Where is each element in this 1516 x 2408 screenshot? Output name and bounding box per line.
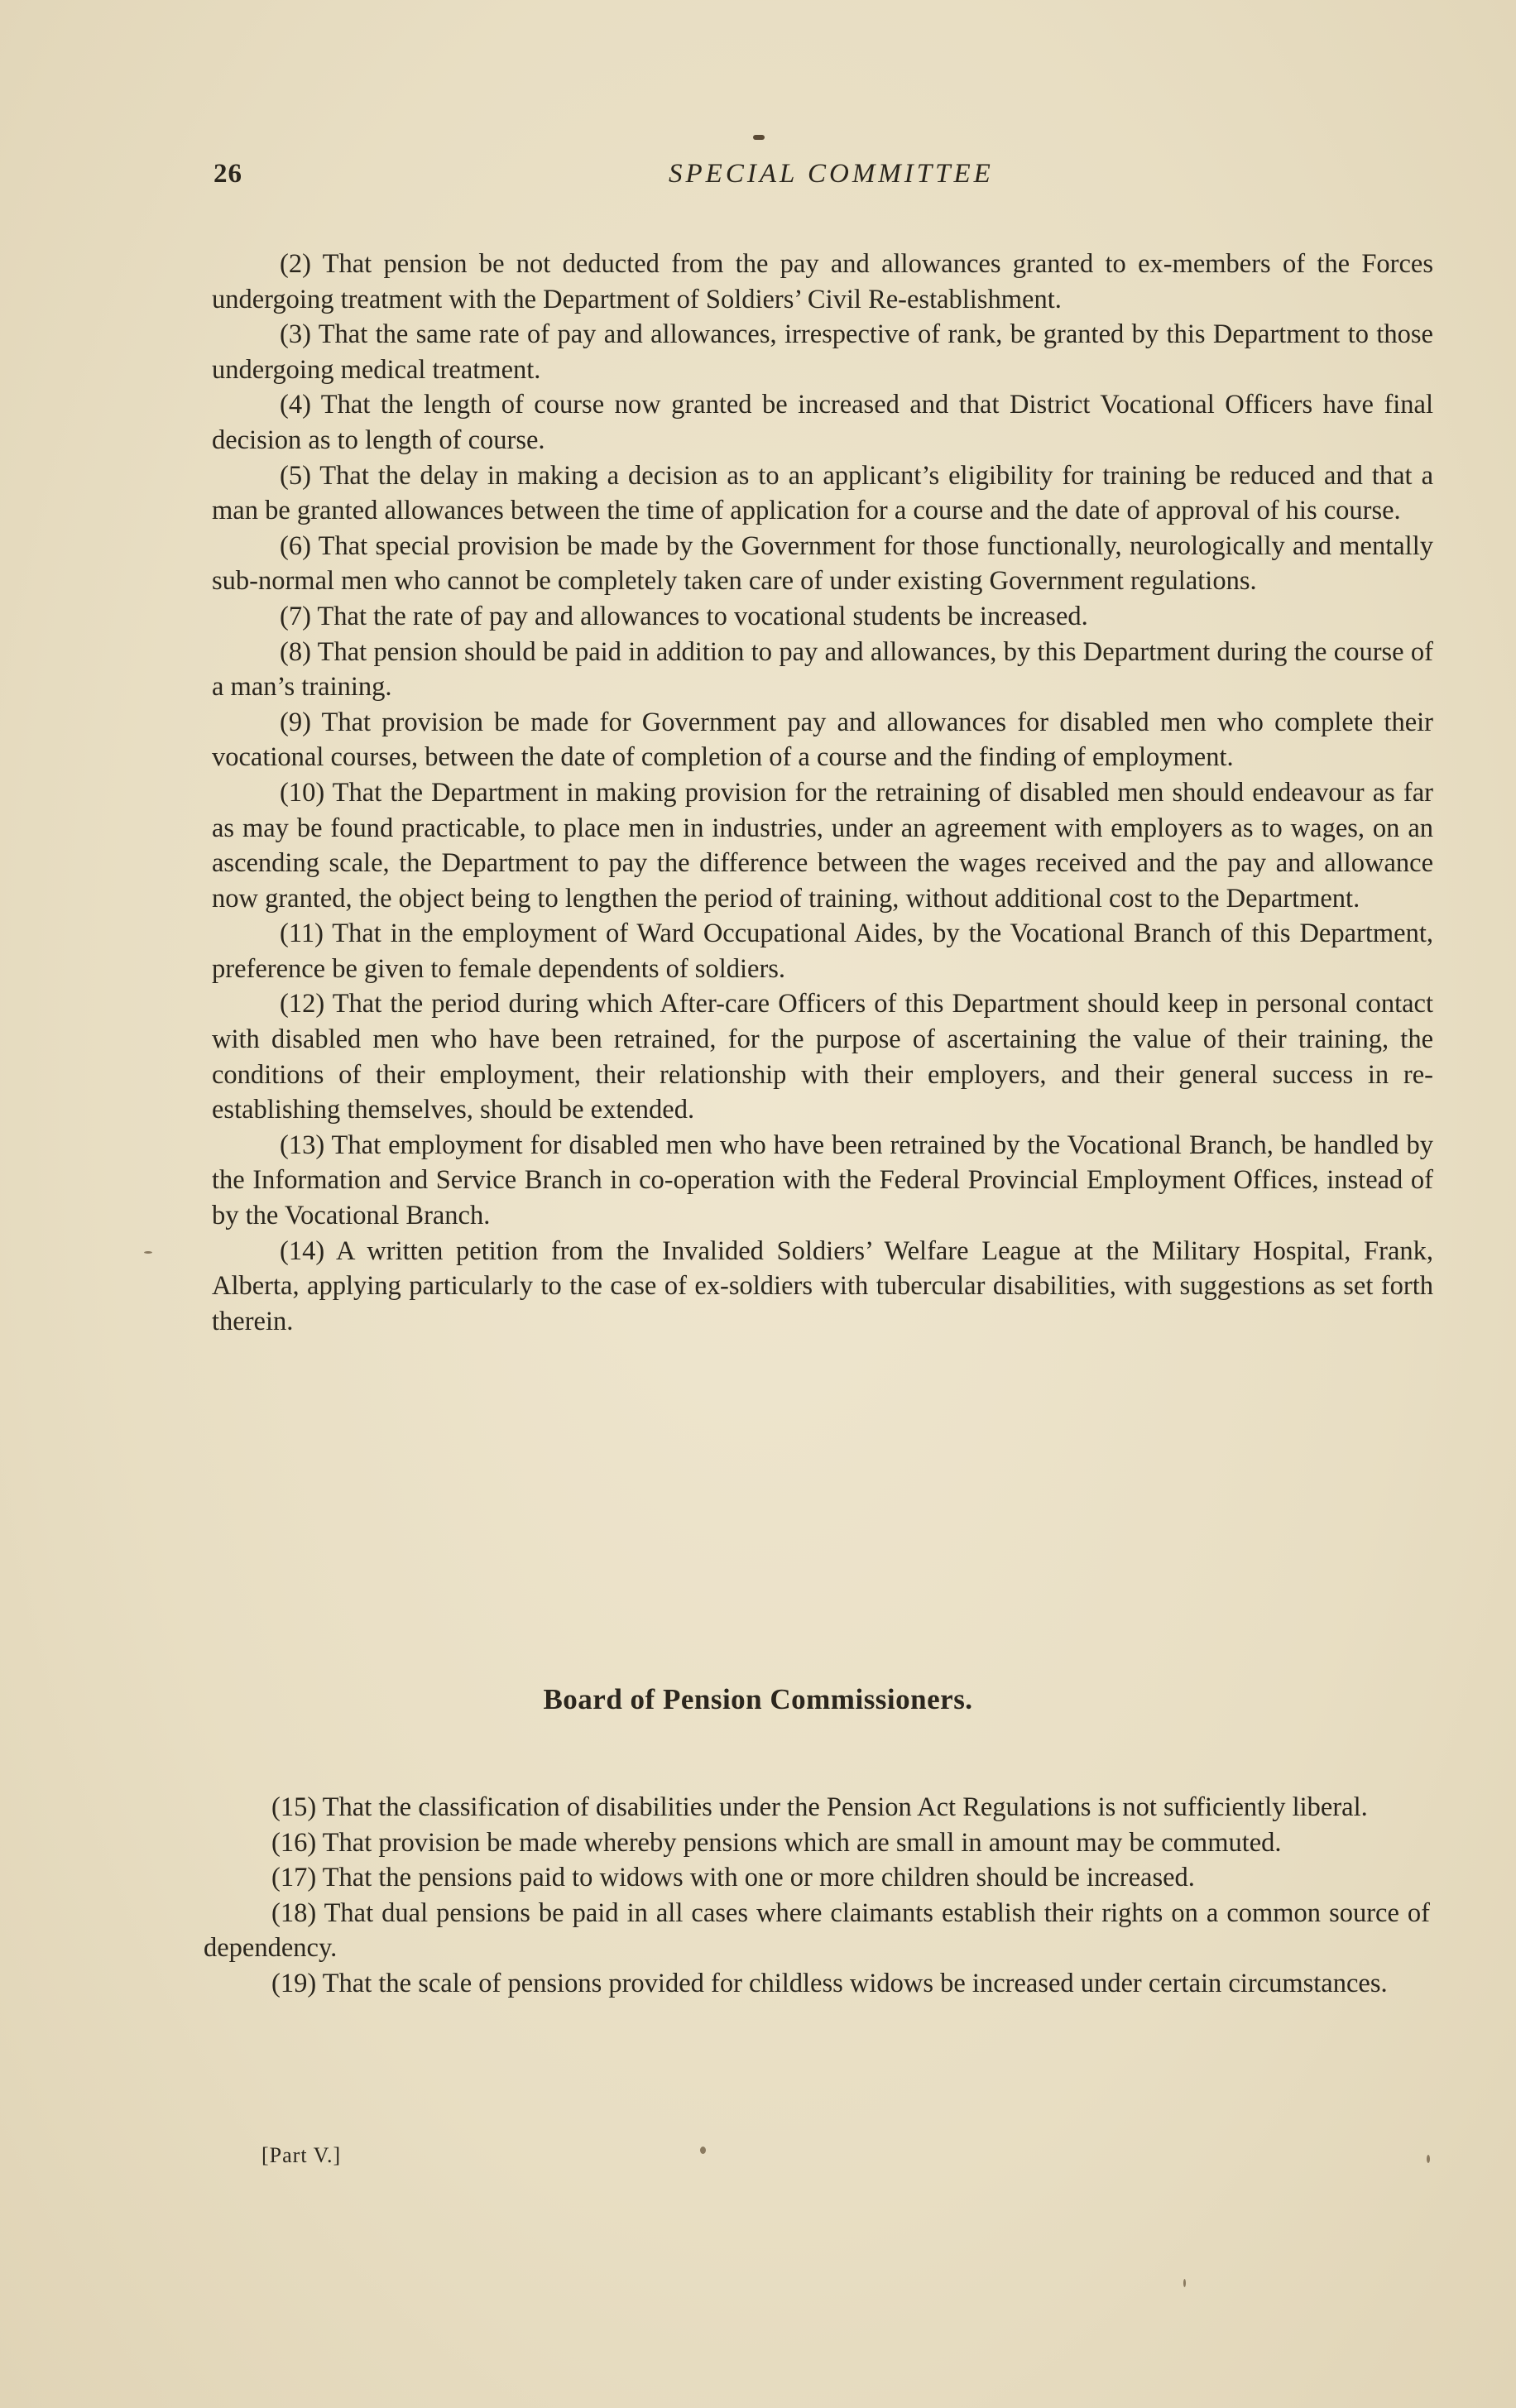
recommendations-list-2 xyxy=(204,1790,1430,2002)
paragraph: (10) That the Department in making provision for the retraining of disabled men should endeavour as far as may be found practicable, to place men in industries, under an agreement with employers as to wages, on an ascending scale, the Department to pay the difference between the wages received and the pay and allowance now granted, the object being to lengthen the period of training, without additional cost to the Department. xyxy=(212,777,1433,914)
paper-speck xyxy=(1427,2155,1430,2163)
paragraph: (4) That the length of course now granted be increased and that District Vocational Officers have final decision as to length of course. xyxy=(212,390,1433,455)
ink-mark xyxy=(753,135,765,140)
paragraph: (18) That dual pensions be paid in all cases where claimants establish their rights on a common source of dependency. xyxy=(204,1897,1430,1964)
paragraph: (3) That the same rate of pay and allowances, irrespective of rank, be granted by this Department to those undergoing medical treatment. xyxy=(212,319,1433,385)
paragraph: (2) That pension be not deducted from the pay and allowances granted to ex-members of the Forces undergoing treatment with the Department of Soldiers’ Civil Re-establishment. xyxy=(212,249,1433,314)
paragraph: (8) That pension should be paid in addition to pay and allowances, by this Department during the course of a man’s training. xyxy=(212,636,1433,703)
paragraph: (9) That provision be made for Government pay and allowances for disabled men who complete their vocational courses, between the date of completion of a course and the finding of employment. xyxy=(212,707,1433,773)
paragraph: (15) That the classification of disabilities under the Pension Act Regulations is not sufficiently liberal. xyxy=(271,1792,1368,1822)
paragraph: (13) That employment for disabled men who have been retrained by the Vocational Branch, be handled by the Information and Service Branch in co-operation with the Federal Provincial Employment Offices, instead of by the Vocational Branch. xyxy=(212,1130,1433,1231)
paragraph: (19) That the scale of pensions provided for childless widows be increased under certain circumstances. xyxy=(271,1968,1388,1998)
paper-speck xyxy=(144,1251,152,1254)
page-number: 26 xyxy=(213,159,242,189)
paragraph: (17) That the pensions paid to widows with one or more children should be increased. xyxy=(271,1863,1195,1893)
paper-speck xyxy=(1183,2279,1186,2287)
section-heading: Board of Pension Commissioners. xyxy=(543,1683,973,1715)
paragraph: (16) That provision be made whereby pensions which are small in amount may be commuted. xyxy=(271,1827,1282,1858)
paragraph: (11) That in the employment of Ward Occupational Aides, by the Vocational Branch of this Department, preference be given to female dependents of soldiers. xyxy=(212,919,1433,984)
paragraph: (6) That special provision be made by the Government for those functionally, neurologically and mentally sub-normal men who cannot be completely taken care of under existing Government regulations. xyxy=(212,530,1433,597)
paragraph: (5) That the delay in making a decision as to an applicant’s eligibility for training be reduced and that a man be granted allowances between the time of application for a course and the date of approval of his course. xyxy=(212,460,1433,526)
recommendations-list-1 xyxy=(212,247,1433,1339)
paragraph: (7) That the rate of pay and allowances to vocational students be increased. xyxy=(280,601,1088,631)
running-head: SPECIAL COMMITTEE xyxy=(669,159,994,189)
paragraph: (14) A written petition from the Invalided Soldiers’ Welfare League at the Military Hospital, Frank, Alberta, applying particularly to the case of ex-soldiers with tubercular disabilities, with suggestions as set forth therein. xyxy=(212,1235,1433,1336)
paragraph: (12) That the period during which After-care Officers of this Department should keep in personal contact with disabled men who have been retrained, for the purpose of ascertaining the value of their training, the conditions of their employment, their relationship with their employers, and their general success in re-establishing themselves, should be extended. xyxy=(212,989,1433,1125)
part-reference: [Part V.] xyxy=(261,2143,342,2167)
paper-speck xyxy=(700,2147,706,2154)
